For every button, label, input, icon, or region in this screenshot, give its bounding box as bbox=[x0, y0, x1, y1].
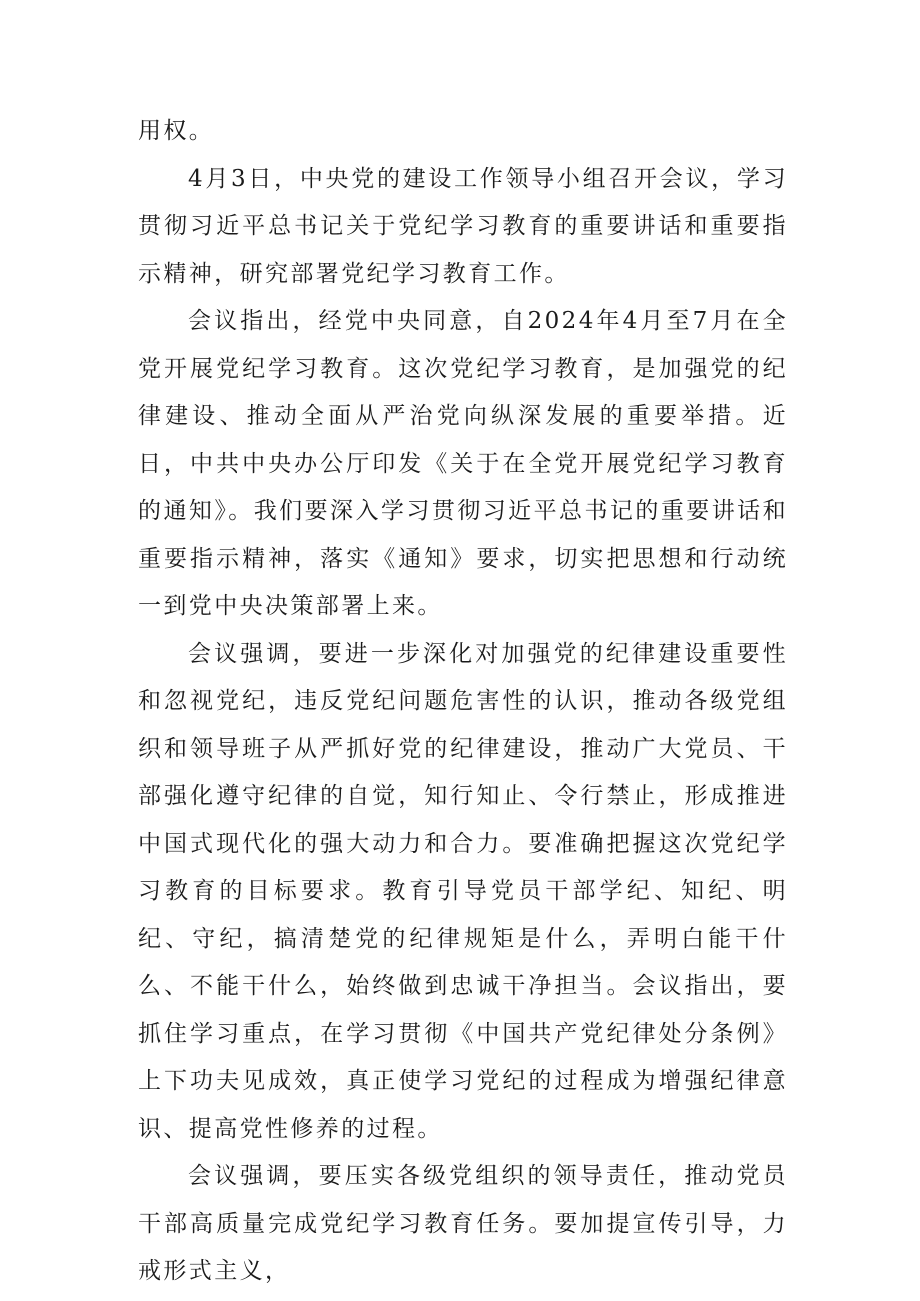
document-body bbox=[138, 108, 788, 1296]
paragraph-meeting-pointed-out: 会议指出，经党中央同意，自2024年4月至7月在全党开展党纪学习教育。这次党纪学习教育，是加强党的纪律建设、推动全面从严治党向纵深发展的重要举措。近日，中共中央办公厅印发《关于在全党开展党纪学习教育的通知》。我们要深入学习贯彻习近平总书记的重要讲话和重要指示精神，落实《通知》要求，切实把思想和行动统一到党中央决策部署上来。 bbox=[138, 308, 788, 619]
paragraph-meeting-emphasized: 会议强调，要进一步深化对加强党的纪律建设重要性和忽视党纪，违反党纪问题危害性的认识，推动各级党组织和领导班子从严抓好党的纪律建设，推动广大党员、干部强化遵守纪律的自觉，知行知止、令行禁止，形成推进中国式现代化的强大动力和合力。要准确把握这次党纪学习教育的目标要求。教育引导党员干部学纪、知纪、明纪、守纪，搞清楚党的纪律规矩是什么，弄明白能干什么、不能干什么，始终做到忠诚干净担当。会议指出，要抓住学习重点，在学习贯彻《中国共产党纪律处分条例》上下功夫见成效，真正使学习党纪的过程成为增强纪律意识、提高党性修养的过程。 bbox=[138, 640, 788, 1142]
paragraph-continuation: 用权。 bbox=[138, 118, 215, 144]
paragraph-responsibility: 会议强调，要压实各级党组织的领导责任，推动党员干部高质量完成党纪学习教育任务。要加提宣传引导，力戒形式主义， bbox=[138, 1163, 788, 1284]
paragraph-meeting-intro: 4月3日，中央党的建设工作领导小组召开会议，学习贯彻习近平总书记关于党纪学习教育的重要讲话和重要指示精神，研究部署党纪学习教育工作。 bbox=[138, 165, 788, 287]
